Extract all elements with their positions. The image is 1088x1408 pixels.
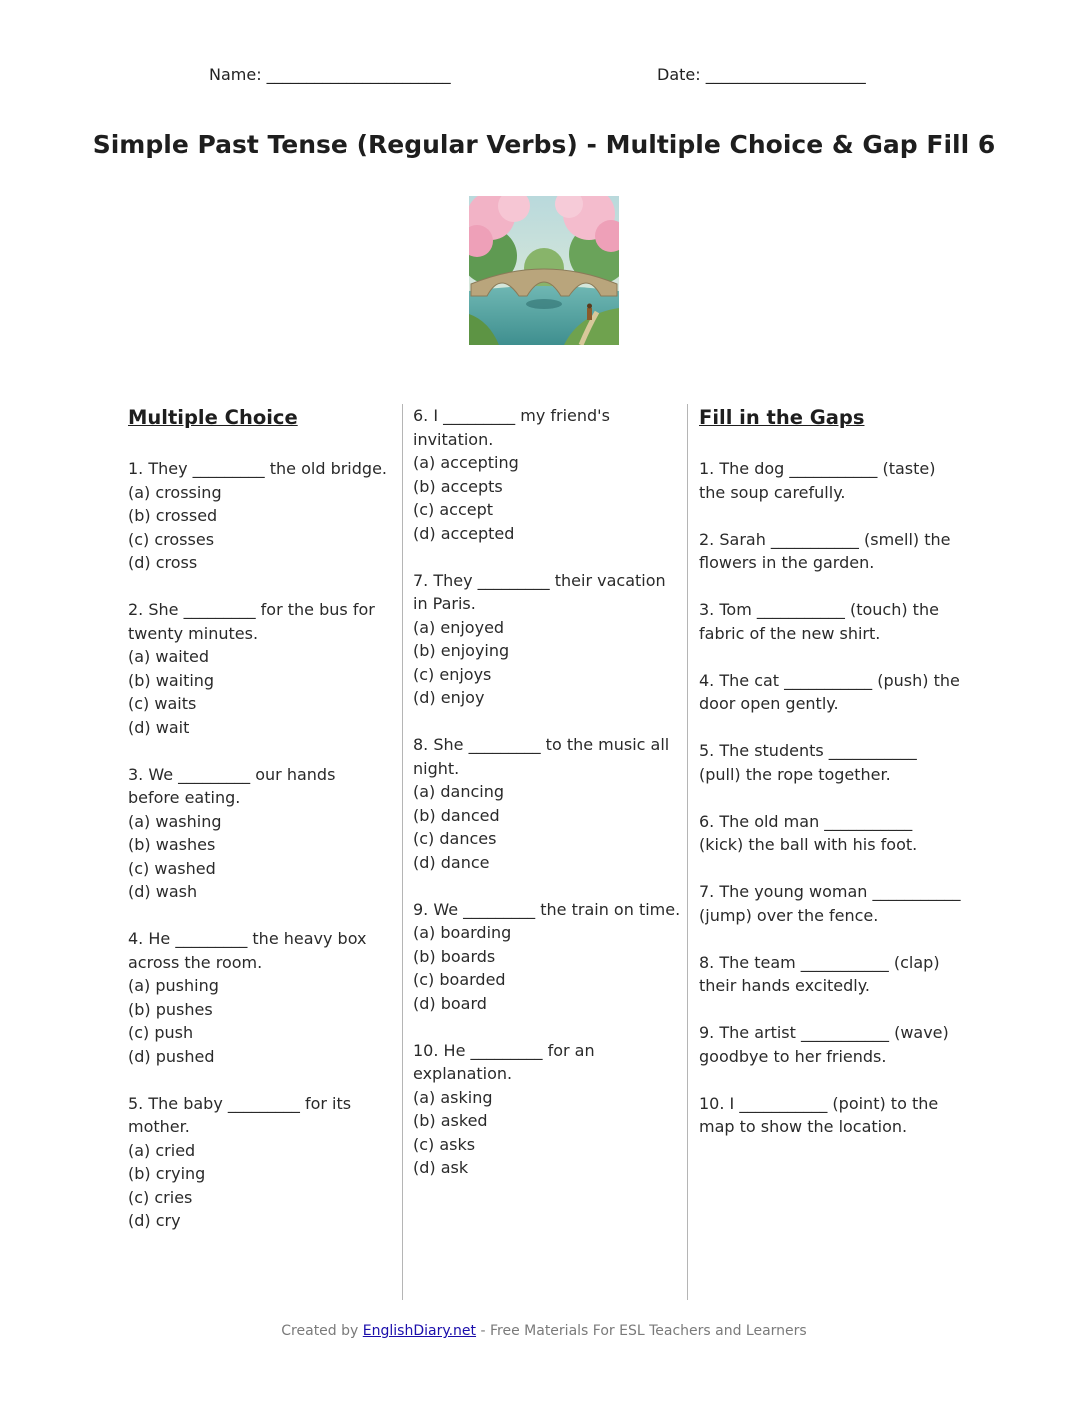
answer-option: (d) wait bbox=[128, 717, 190, 737]
question-text: 5. The baby _________ for its mother. bbox=[128, 1093, 352, 1136]
answer-option: (a) dancing bbox=[413, 782, 505, 801]
question-text: 2. She _________ for the bus for twenty minutes. bbox=[128, 600, 375, 643]
answer-option: (a) asking bbox=[413, 1087, 493, 1107]
answer-option: (d) pushed bbox=[128, 1046, 215, 1066]
gap-fill-item: 6. The old man ___________ (kick) the ball with his foot. bbox=[699, 811, 918, 854]
question-text: 8. She _________ to the music all night. bbox=[413, 735, 670, 778]
answer-option: (c) crosses bbox=[128, 529, 215, 549]
answer-option: (c) dances bbox=[413, 829, 497, 848]
gap-fill-item: 7. The young woman ___________ (jump) over the fence. bbox=[699, 882, 961, 925]
question bbox=[413, 569, 681, 710]
footer-prefix: Created by bbox=[281, 1323, 363, 1339]
question bbox=[128, 927, 390, 1068]
answer-option: (d) dance bbox=[413, 852, 490, 872]
gap-fill-column bbox=[699, 404, 961, 1162]
answer-option: (a) cried bbox=[128, 1140, 196, 1160]
answer-option: (c) asks bbox=[413, 1134, 476, 1154]
answer-option: (b) waiting bbox=[128, 670, 215, 690]
answer-option: (b) accepts bbox=[413, 476, 503, 496]
gap-fill-item: 10. I ___________ (point) to the map to show the location. bbox=[699, 1093, 939, 1136]
question bbox=[128, 1092, 390, 1233]
answer-option: (d) ask bbox=[413, 1158, 469, 1177]
footer bbox=[0, 1321, 1088, 1341]
gap-fill-item: 1. The dog ___________ (taste) the soup carefully. bbox=[699, 459, 936, 502]
answer-option: (c) cries bbox=[128, 1187, 193, 1207]
question bbox=[128, 598, 390, 739]
date-field: Date: ____________________ bbox=[657, 65, 866, 84]
question-text: 6. I _________ my friend's invitation. bbox=[413, 406, 610, 449]
multiple-choice-column-1 bbox=[128, 404, 390, 1256]
question bbox=[413, 1039, 681, 1180]
question bbox=[128, 457, 390, 575]
gap-fill-item: 2. Sarah ___________ (smell) the flowers in the garden. bbox=[699, 529, 951, 572]
answer-option: (a) pushing bbox=[128, 976, 219, 995]
question-text: 10. He _________ for an explanation. bbox=[413, 1040, 595, 1083]
answer-option: (d) wash bbox=[128, 882, 198, 901]
answer-option: (a) accepting bbox=[413, 453, 519, 472]
question-text: 9. We _________ the train on time. bbox=[413, 899, 681, 919]
question bbox=[413, 733, 681, 874]
gap-fill-heading: Fill in the Gaps bbox=[699, 406, 865, 429]
column-divider bbox=[402, 404, 403, 1300]
answer-option: (c) washed bbox=[128, 858, 216, 878]
answer-option: (b) boards bbox=[413, 946, 496, 966]
answer-option: (c) accept bbox=[413, 500, 494, 519]
answer-option: (a) crossing bbox=[128, 482, 222, 502]
gap-fill-item: 3. Tom ___________ (touch) the fabric of the new shirt. bbox=[699, 600, 939, 643]
answer-option: (b) asked bbox=[413, 1111, 488, 1130]
bridge-illustration bbox=[469, 196, 619, 345]
answer-option: (a) waited bbox=[128, 647, 209, 666]
question-text: 4. He _________ the heavy box across the room. bbox=[128, 929, 367, 972]
answer-option: (d) accepted bbox=[413, 523, 515, 543]
answer-option: (b) crying bbox=[128, 1164, 206, 1183]
question-text: 1. They _________ the old bridge. bbox=[128, 459, 387, 478]
answer-option: (c) waits bbox=[128, 694, 197, 713]
answer-option: (d) board bbox=[413, 993, 487, 1013]
answer-option: (d) cry bbox=[128, 1211, 181, 1230]
footer-suffix: - Free Materials For ESL Teachers and Learners bbox=[476, 1323, 807, 1339]
page-title: Simple Past Tense (Regular Verbs) - Multiple Choice & Gap Fill 6 bbox=[92, 130, 996, 159]
answer-option: (b) washes bbox=[128, 835, 216, 854]
answer-option: (b) crossed bbox=[128, 506, 218, 525]
answer-option: (a) washing bbox=[128, 811, 222, 831]
answer-option: (c) boarded bbox=[413, 970, 506, 989]
question bbox=[413, 404, 681, 545]
question bbox=[413, 898, 681, 1016]
question-text: 7. They _________ their vacation in Paris. bbox=[413, 570, 666, 613]
answer-option: (d) cross bbox=[128, 553, 198, 572]
answer-option: (b) pushes bbox=[128, 999, 213, 1019]
answer-option: (a) enjoyed bbox=[413, 617, 505, 637]
name-field: Name: _______________________ bbox=[209, 65, 451, 84]
answer-option: (c) enjoys bbox=[413, 664, 492, 684]
gap-fill-item: 4. The cat ___________ (push) the door open gently. bbox=[699, 670, 960, 713]
answer-option: (d) enjoy bbox=[413, 688, 485, 707]
englishdiary-link[interactable]: EnglishDiary.net bbox=[362, 1323, 477, 1339]
answer-option: (b) enjoying bbox=[413, 641, 510, 660]
answer-option: (c) push bbox=[128, 1023, 194, 1042]
answer-option: (b) danced bbox=[413, 805, 500, 825]
question-text: 3. We _________ our hands before eating. bbox=[128, 764, 336, 807]
column-divider bbox=[687, 404, 688, 1300]
multiple-choice-heading: Multiple Choice bbox=[128, 406, 298, 429]
question bbox=[128, 763, 390, 904]
gap-fill-item: 9. The artist ___________ (wave) goodbye to her friends. bbox=[699, 1023, 949, 1066]
gap-fill-item: 5. The students ___________ (pull) the rope together. bbox=[699, 741, 917, 784]
multiple-choice-column-2 bbox=[413, 404, 681, 1203]
gap-fill-item: 8. The team ___________ (clap) their hands excitedly. bbox=[699, 952, 940, 995]
answer-option: (a) boarding bbox=[413, 923, 512, 942]
